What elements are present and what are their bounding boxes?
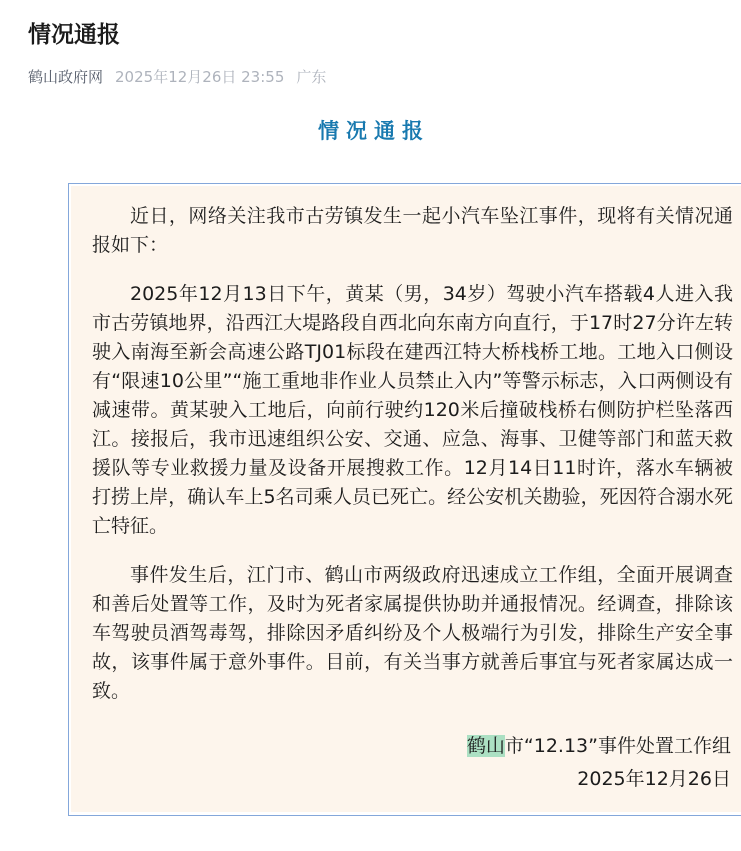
notice-body: [71, 186, 741, 812]
page-title: 情况通报: [28, 22, 120, 48]
notice-box: [68, 183, 741, 816]
signature-org-rest: 市“12.13”事件处置工作组: [504, 735, 731, 757]
notice-paragraph-incident: 2025年12月13日下午，黄某（男，34岁）驾驶小汽车搭载4人进入我市古劳镇地界，沿西江大堤路段自西北向东南方向直行，于17时27分许左转驶入南海至新会高速公路TJ01标段在建西江特大桥栈桥工地。工地入口侧设有“限速10公里”“施工重地非作业人员禁止入内”等警示标志，入口两侧设有减速带。黄某驶入工地后，向前行驶约120米后撞破栈桥右侧防护栏坠落西江。接报后，我市迅速组织公安、交通、应急、海事、卫健等部门和蓝天救援队等专业救援力量及设备开展搜救工作。12月14日11时许，落水车辆被打捞上岸，确认车上5名司乘人员已死亡。经公安机关勘验，死因符合溺水死亡特征。: [92, 283, 733, 537]
publisher-name[interactable]: 鹤山政府网: [28, 68, 104, 86]
signature-org: [92, 730, 731, 763]
notice-paragraph-investigation: 事件发生后，江门市、鹤山市两级政府迅速成立工作组，全面开展调查和善后处置等工作，及时为死者家属提供协助并通报情况。经调查，排除该车驾驶员酒驾毒驾，排除因矛盾纠纷及个人极端行为引发，排除生产安全事故，该事件属于意外事件。目前，有关当事方就善后事宜与死者家属达成一致。: [92, 564, 733, 702]
signature-date: 2025年12月26日: [577, 768, 731, 790]
signature-block: [92, 730, 733, 796]
publish-datetime: 2025年12月26日 23:55: [115, 68, 285, 86]
signature-org-highlight: 鹤山: [466, 735, 505, 757]
article-meta: [28, 67, 713, 87]
notice-heading: 情况通报: [318, 119, 430, 143]
publish-region: 广东: [296, 68, 327, 86]
notice-paragraph-intro: 近日，网络关注我市古劳镇发生一起小汽车坠江事件，现将有关情况通报如下：: [92, 205, 733, 256]
